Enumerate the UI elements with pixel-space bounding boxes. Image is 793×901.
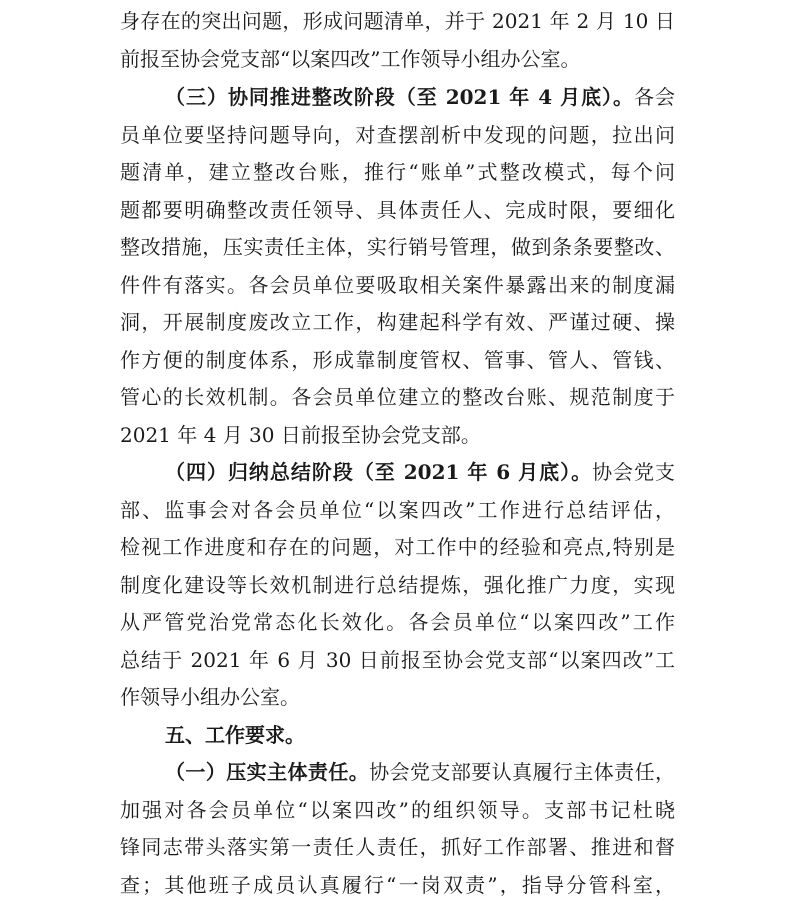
text-segment: 从严管党治党常态化长效化。各会员单位“以案四改”工作 bbox=[120, 610, 675, 634]
text-segment: 查；其他班子成员认真履行“一岗双责”，指导分管科室， bbox=[120, 873, 675, 897]
text-segment: 题都要明确整改责任领导、具体责任人、完成时限，要细化 bbox=[120, 198, 675, 222]
text-segment: 件件有落实。各会员单位要吸取相关案件暴露出来的制度漏 bbox=[120, 273, 675, 297]
text-segment: 管心的长效机制。各会员单位建立的整改台账、规范制度于 bbox=[120, 385, 675, 409]
section-heading: （一）压实主体责任。 bbox=[165, 760, 370, 784]
section-heading: 五、工作要求。 bbox=[165, 723, 305, 747]
text-segment: 部、监事会对各会员单位“以案四改”工作进行总结评估， bbox=[120, 498, 675, 522]
body-text-line bbox=[120, 492, 675, 529]
text-segment: 作方便的制度体系，形成靠制度管权、管事、管人、管钱、 bbox=[120, 348, 675, 372]
text-segment: 检视工作进度和存在的问题，对工作中的经验和亮点,特别是 bbox=[120, 535, 675, 559]
body-text-line bbox=[120, 529, 675, 566]
text-segment: 2021 年 4 月 30 日前报至协会党支部。 bbox=[120, 423, 481, 447]
section-heading: （三）协同推进整改阶段（至 2021 年 4 月底）。 bbox=[165, 85, 635, 109]
document-page bbox=[120, 0, 675, 901]
body-text-line bbox=[120, 379, 675, 416]
text-segment: 锋同志带头落实第一责任人责任，抓好工作部署、推进和督 bbox=[120, 835, 675, 859]
text-segment: 整改措施，压实责任主体，实行销号管理，做到条条要整改、 bbox=[120, 235, 675, 259]
body-text-line bbox=[120, 342, 675, 379]
body-text-line bbox=[120, 267, 675, 304]
text-segment: 协会党支部要认真履行主体责任， bbox=[369, 760, 675, 784]
body-text-line bbox=[120, 229, 675, 266]
section-heading-line bbox=[165, 717, 675, 754]
section-heading-line bbox=[165, 454, 675, 491]
body-text-line bbox=[120, 829, 675, 866]
body-text-line bbox=[120, 417, 675, 454]
text-segment: 员单位要坚持问题导向，对查摆剖析中发现的问题，拉出问 bbox=[120, 123, 675, 147]
text-segment: 洞，开展制度废改立工作，构建起科学有效、严谨过硬、操 bbox=[120, 310, 675, 334]
section-heading-line bbox=[165, 79, 675, 116]
body-text-line bbox=[120, 154, 675, 191]
body-text-line bbox=[120, 867, 675, 901]
body-text-line bbox=[120, 679, 675, 716]
body-text-line bbox=[120, 792, 675, 829]
body-text-line bbox=[120, 3, 675, 40]
body-text-line bbox=[120, 41, 675, 78]
text-segment: 作领导小组办公室。 bbox=[120, 685, 300, 709]
text-segment: 各会 bbox=[634, 85, 675, 109]
text-segment: 题清单，建立整改台账，推行“账单”式整改模式，每个问 bbox=[120, 160, 675, 184]
text-segment: 加强对各会员单位“以案四改”的组织领导。支部书记杜晓 bbox=[120, 798, 675, 822]
text-segment: 总结于 2021 年 6 月 30 日前报至协会党支部“以案四改”工 bbox=[120, 648, 675, 672]
text-segment: 前报至协会党支部“以案四改”工作领导小组办公室。 bbox=[120, 47, 581, 71]
body-text-line bbox=[120, 117, 675, 154]
body-text-line bbox=[120, 604, 675, 641]
text-segment: 制度化建设等长效机制进行总结提炼，强化推广力度，实现 bbox=[120, 573, 675, 597]
body-text-line bbox=[120, 304, 675, 341]
body-text-line bbox=[120, 642, 675, 679]
text-segment: 身存在的突出问题，形成问题清单，并于 2021 年 2 月 10 日 bbox=[120, 9, 675, 33]
section-heading-line bbox=[165, 754, 675, 791]
body-text-line bbox=[120, 192, 675, 229]
section-heading: （四）归纳总结阶段（至 2021 年 6 月底）。 bbox=[165, 460, 593, 484]
body-text-line bbox=[120, 567, 675, 604]
text-segment: 协会党支 bbox=[592, 460, 675, 484]
